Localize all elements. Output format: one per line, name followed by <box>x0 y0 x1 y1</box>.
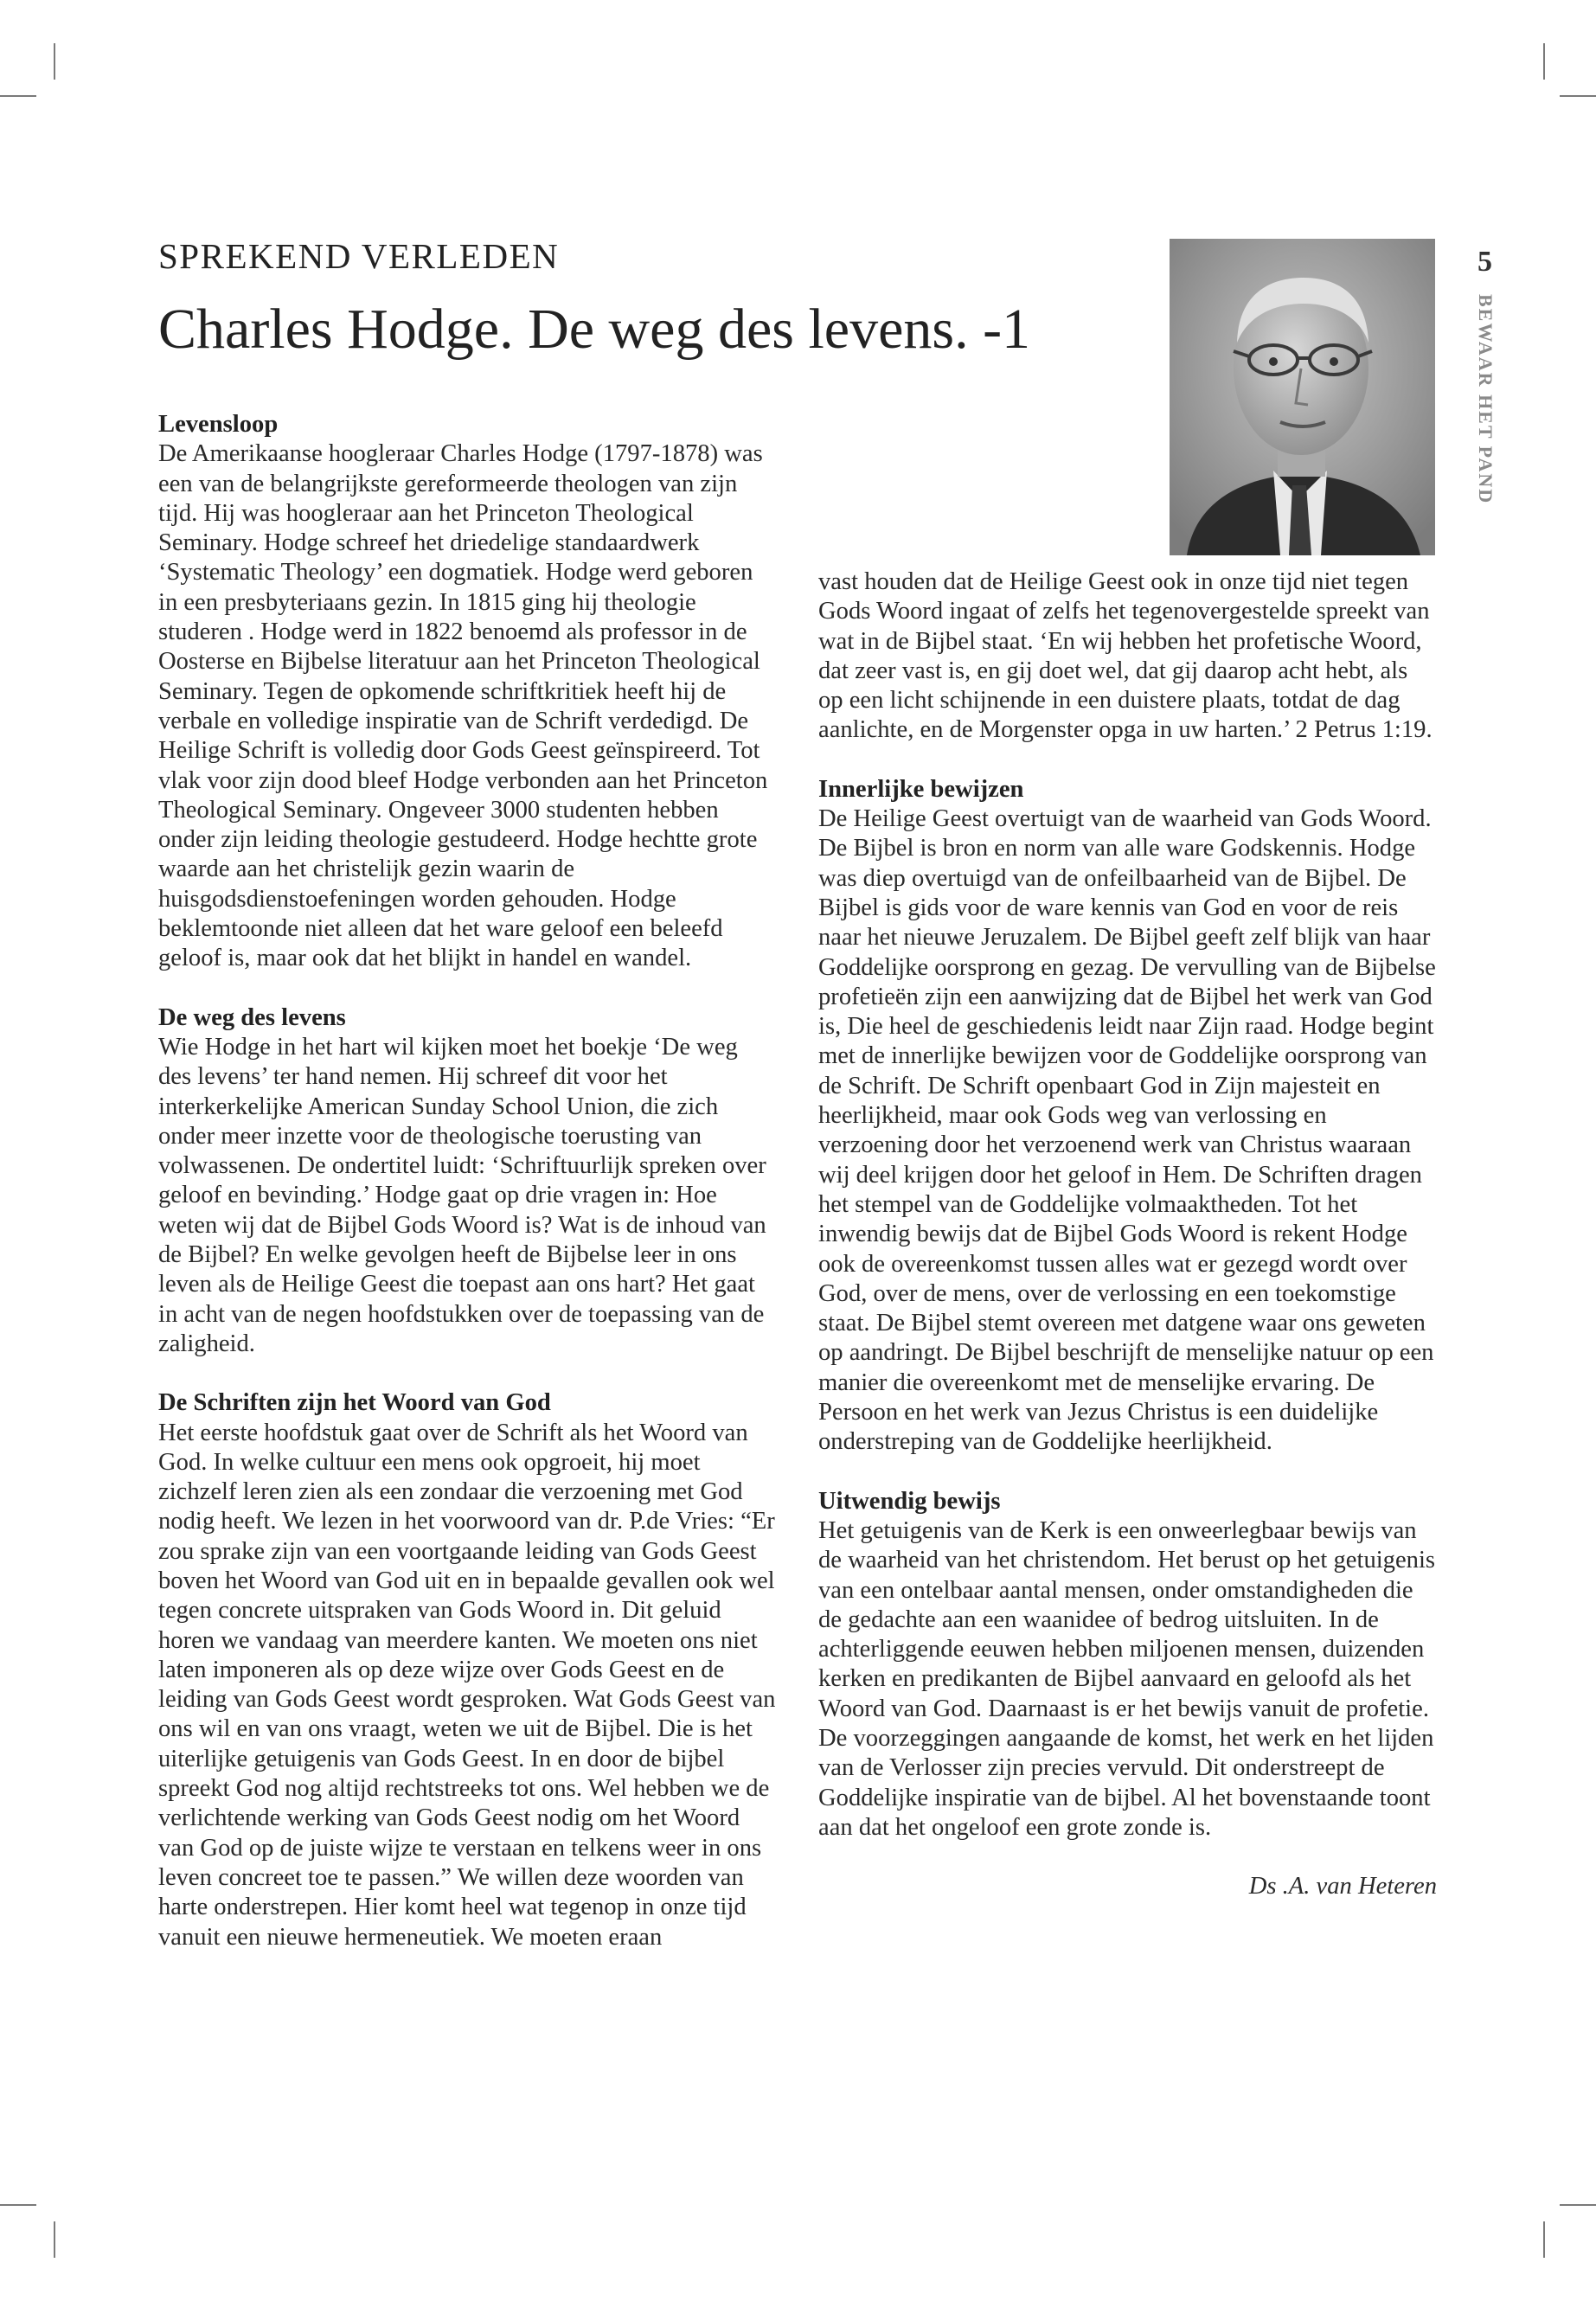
author-signature: Ds .A. van Heteren <box>1248 1873 1437 1900</box>
left-column <box>158 410 777 1982</box>
section-heading: De Schriften zijn het Woord van God <box>158 1389 551 1417</box>
section-heading: Uitwendig bewijs <box>818 1487 1001 1515</box>
article-section <box>158 1003 777 1360</box>
section-body: De Amerikaanse hoogleraar Charles Hodge (1797-1878) was een van de belangrijkste gereformeerde theologen van zijn tijd. Hij was hoogleraar aan het Princeton Theological Seminary. Hodge schreef het driedelige standaardwerk ‘Systematic Theology’ een dogmatiek. Hodge werd geboren in een presbyteriaans gezin. In 1815 ging hij theologie studeren . Hodge werd in 1822 benoemd als professor in de Oosterse en Bijbelse literatuur aan het Princeton Theological Seminary. Tegen de opkomende schriftkritiek heeft hij de verbale en volledige inspiratie van de Schrift verdedigd. De Heilige Schrift is volledig door Gods Geest geïnspireerd. Tot vlak voor zijn dood bleef Hodge verbonden aan het Princeton Theological Seminary. Ongeveer 3000 studenten hebben onder zijn leiding theologie gestudeerd. Hodge hechtte grote waarde aan het christelijk gezin waarin de huisgodsdienstoefeningen worden gehouden. Hodge beklemtoonde niet alleen dat het ware geloof een beleefd geloof is, maar ook dat het blijkt in handel en wandel. <box>158 440 768 972</box>
crop-mark <box>1543 2221 1545 2258</box>
article-continuation <box>818 567 1437 746</box>
section-body: Het eerste hoofdstuk gaat over de Schrift als het Woord van God. In welke cultuur een mens ook opgroeit, hij moet zichzelf leren zien als een zondaar die verzoening met God nodig heeft. We lezen in het voorwoord van dr. P.de Vries: “Er zou sprake zijn van een voortgaande leiding van Gods Geest boven het Woord van God uit en in bepaalde gevallen ook wel tegen concrete uitspraken van Gods Woord in. Dit geluid horen we vandaag van meerdere kanten. We moeten ons niet laten imponeren als op deze wijze over Gods Geest en de leiding van Gods Geest wordt gesproken. Wat Gods Geest van ons wil en van ons vraagt, weten we uit de Bijbel. Die is het uiterlijke getuigenis van Gods Geest. In en door de bijbel spreekt God nog altijd rechtstreeks tot ons. Wel hebben we de verlichtende werking van Gods Geest nodig om het Woord van God op de juiste wijze te verstaan en telkens weer in ons leven concreet toe te passen.” We willen deze woorden van harte onderstrepen. Hier komt heel wat tegenop in onze tijd vanuit een nieuwe hermeneutiek. We moeten eraan <box>158 1419 776 1951</box>
portrait-illustration <box>1170 239 1435 555</box>
article-section <box>158 1388 777 1952</box>
section-kicker: SPREKEND VERLEDEN <box>158 236 560 276</box>
continuation-body: vast houden dat de Heilige Geest ook in onze tijd niet tegen Gods Woord ingaat of zelfs het tegenovergestelde spreekt van wat in de Bijbel staat. ‘En wij hebben het profetische Woord, dat zeer vast is, en gij doet wel, dat gij daarop acht hebt, als op een licht schijnende in een duistere plaats, totdat de dag aanlichte, en de Morgenster opga in uw harten.’ 2 Petrus 1:19. <box>818 568 1433 744</box>
article-title: Charles Hodge. De weg des levens. -1 <box>158 298 1031 361</box>
article-section <box>818 775 1437 1458</box>
crop-mark <box>1560 95 1596 97</box>
section-body: De Heilige Geest overtuigt van de waarheid van Gods Woord. De Bijbel is bron en norm van alle ware Godskennis. Hodge was diep overtuigd van de onfeilbaarheid van de Bijbel. De Bijbel is gids voor de ware kennis van God en voor de reis naar het nieuwe Jeruzalem. De Bijbel geeft zelf blijk van haar Goddelijke oorsprong en gezag. De vervulling van de Bijbelse profetieën zijn een aanwijzing dat de Bijbel het werk van God is, Die heel de geschiedenis leidt naar Zijn raad. Hodge begint met de innerlijke bewijzen voor de Goddelijke oorsprong van de Schrift. De Schrift openbaart God in Zijn majesteit en heerlijkheid, maar ook Gods weg van verlossing en verzoening door het verzoenend werk van Christus waaraan wij deel krijgen door het geloof in Hem. De Schriften dragen het stempel van de Goddelijke volmaaktheden. Tot het inwendig bewijs dat de Bijbel Gods Woord is rekent Hodge ook de overeenkomst tussen alles wat er gezegd wordt over God, over de mens, over de verlossing en een toekomstige staat. De Bijbel stemt overeen met datgene waar ons geweten op aandringt. De Bijbel beschrijft de menselijke natuur op een manier die overeenkomt met de menselijke ervaring. De Persoon en het werk van Jezus Christus is een duidelijke onderstreping van de Goddelijke heerlijkheid. <box>818 805 1436 1456</box>
crop-mark <box>1543 43 1545 80</box>
crop-mark <box>54 2221 55 2258</box>
crop-mark <box>1560 2204 1596 2206</box>
section-body: Wie Hodge in het hart wil kijken moet het boekje ‘De weg des levens’ ter hand nemen. Hij schreef dit voor het interkerkelijke American Sunday School Union, die zich onder meer inzette voor de theologische toerusting van volwassenen. De ondertitel luidt: ‘Schriftuurlijk spreken over geloof en bevinding.’ Hodge gaat op drie vragen in: Hoe weten wij dat de Bijbel Gods Woord is? Wat is de inhoud van de Bijbel? En welke gevolgen heeft de Bijbelse leer in ons leven als de Heilige Geest die toepast aan ons hart? Het gaat in acht van de negen hoofdstukken over de toepassing van de zaligheid. <box>158 1033 766 1357</box>
section-heading: Innerlijke bewijzen <box>818 775 1024 803</box>
section-heading: De weg des levens <box>158 1003 346 1031</box>
page-number: 5 <box>1477 246 1492 278</box>
section-heading: Levensloop <box>158 411 279 438</box>
crop-mark <box>0 2204 36 2206</box>
crop-mark <box>0 95 36 97</box>
running-head: BEWAAR HET PAND <box>1475 294 1497 505</box>
author-portrait-photo <box>1170 239 1435 555</box>
article-section <box>158 410 777 974</box>
article-section <box>818 1487 1437 1843</box>
section-body: Het getuigenis van de Kerk is een onweerlegbaar bewijs van de waarheid van het christendom. Het berust op het getuigenis van een ontelbaar aantal mensen, onder omstandigheden die de gedachte aan een waanidee of bedrog uitsluiten. In de achterliggende eeuwen hebben miljoenen mensen, duizenden kerken en predikanten de Bijbel aanvaard en geloofd als het Woord van God. Daarnaast is er het bewijs vanuit de profetie. De voorzeggingen aangaande de komst, het werk en het lijden van de Verlosser zijn precies vervuld. Dit onderstreept de Goddelijke inspiratie van de bijbel. Al het bovenstaande toont aan dat het ongeloof een grote zonde is. <box>818 1516 1436 1841</box>
right-column <box>818 567 1437 1901</box>
crop-mark <box>54 43 55 80</box>
